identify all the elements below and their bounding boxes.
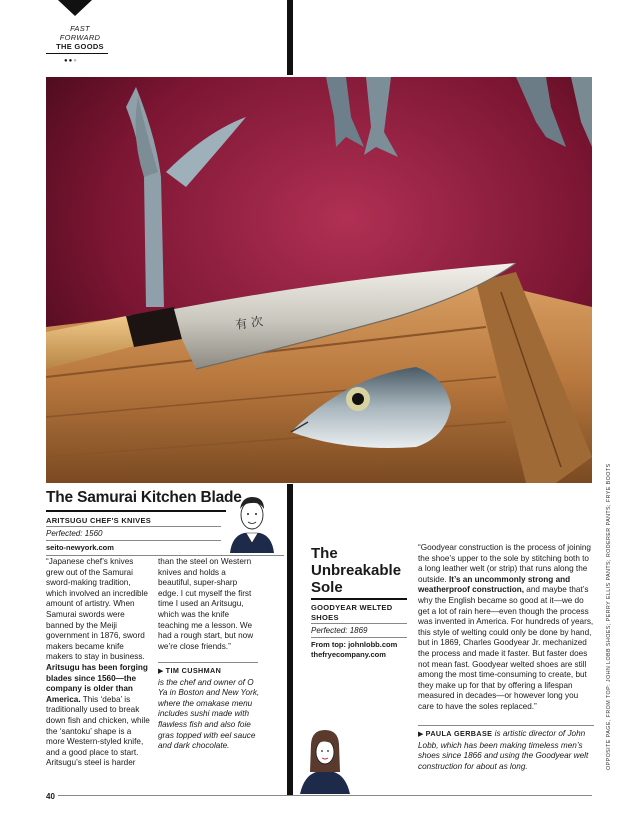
perfected-label: Perfected: bbox=[46, 529, 83, 538]
spine-bar-top bbox=[287, 0, 293, 75]
shoe-perfected-year: 1869 bbox=[349, 626, 368, 635]
shoe-perfected-label: Perfected: bbox=[311, 626, 348, 635]
knife-col2-text: than the steel on Western knives and holds a beautiful, super-sharp edge. I cut myself the first time I used an Aritsugu, which was the knife teaching me a lesson. We had a rough start, but now we’re close friends.” bbox=[158, 557, 254, 651]
shoe-title-line2: Unbreakable bbox=[311, 562, 402, 579]
shoe-body-outro: and maybe that’s why the English became so good at it—we do get a lot of rain here—even though the process was invented in America. For hundreds of years, this style of welting could only be done by hand, but in 1869, Charles Goodyear Jr. mechanized the process and made it faster. But faster does not mean fast. Goodyear welted shoes are still among the most time-consuming to create, but they make up for that by offering a lifespan measured in decades—or however long you care to have the soles replaced.” bbox=[418, 585, 594, 711]
hero-photo bbox=[46, 77, 592, 483]
shoe-title-line1: The bbox=[311, 545, 338, 562]
shoe-article-title bbox=[311, 545, 401, 596]
shoe-byline bbox=[418, 729, 594, 772]
shoe-kicker-line2: SHOES bbox=[311, 612, 339, 622]
perfected-year: 1560 bbox=[84, 529, 103, 538]
shoe-byline-rule bbox=[418, 725, 594, 726]
shoe-body-highlight: It’s an uncommonly strong and weatherproof construction, bbox=[418, 574, 571, 595]
knife-col1-highlight: Aritsugu has been forging blades since 1560—the company is older than America. bbox=[46, 662, 148, 704]
knife-url-link[interactable]: seito-newyork.com bbox=[46, 543, 114, 552]
shoe-url-johnlobb[interactable]: From top: johnlobb.com bbox=[311, 640, 398, 649]
knife-byline bbox=[158, 666, 260, 752]
shoe-kicker bbox=[311, 603, 392, 622]
shoe-byline-arrow-icon: ▶ bbox=[418, 731, 424, 738]
knife-byline-name: TIM CUSHMAN bbox=[165, 666, 222, 675]
knife-kicker-rule bbox=[46, 526, 221, 527]
knife-column-1 bbox=[46, 557, 150, 769]
shoe-title-rule bbox=[311, 598, 407, 600]
knife-byline-rule bbox=[158, 662, 258, 663]
tim-cushman-portrait bbox=[224, 491, 280, 553]
knife-title-rule bbox=[46, 510, 226, 512]
knife-col1-intro: “Japanese chef’s knives grew out of the Samurai sword-making tradition, which involved an incredible amount of artistry. When Samurai swords were banned by the Meiji government in 1876, sword makers became knife makers to stay in business. bbox=[46, 557, 148, 662]
shoe-url-frye[interactable]: thefryecompany.com bbox=[311, 650, 386, 659]
paula-gerbase-portrait bbox=[296, 726, 354, 794]
knife-url-rule bbox=[46, 555, 284, 556]
shoe-title-line3: Sole bbox=[311, 579, 343, 596]
footer-rule bbox=[58, 795, 592, 796]
knife-perfected bbox=[46, 529, 103, 538]
knife-kicker: ARITSUGU CHEF'S KNIVES bbox=[46, 516, 152, 525]
photo-credits: OPPOSITE PAGE, FROM TOP: JOHN LOBB SHOES; PERRY ELLIS PANTS; RODERER PANTS; FRYE BOOTS bbox=[606, 463, 612, 770]
knife-byline-text: is the chef and owner of O Ya in Boston and New York, where the omakase menu includes sushi made with flawless fish and also foie gras topped with eel sauce and dark chocolate. bbox=[158, 677, 260, 751]
spine-bar-bottom bbox=[287, 484, 293, 796]
knife-col1-outro: This ‘deba’ is traditionally used to break down fish and chicken, while the ‘santoku’ shape is a more Western-styled knife, and a good place to start. Aritsugu’s steel is harder bbox=[46, 694, 150, 768]
knife-column-2 bbox=[158, 557, 258, 652]
byline-arrow-icon: ▶ bbox=[158, 668, 164, 675]
shoe-perfected-rule bbox=[311, 637, 407, 638]
shoe-byline-name: PAULA GERBASE bbox=[425, 729, 493, 738]
shoe-perfected bbox=[311, 626, 368, 635]
page-dots: ●●● bbox=[64, 58, 78, 64]
shoe-kicker-rule bbox=[311, 623, 407, 624]
section-label bbox=[50, 24, 110, 51]
shoe-urls bbox=[311, 640, 397, 660]
section-line2: FORWARD bbox=[59, 33, 101, 42]
page-number: 40 bbox=[46, 792, 55, 801]
section-marker-triangle bbox=[58, 0, 92, 16]
shoe-body bbox=[418, 543, 594, 713]
shoe-body-intro: “Goodyear construction is the process of joining the shoe’s upper to the sole by stitching both to a long leather welt (or strip) that runs along the outside. bbox=[418, 543, 591, 584]
section-divider bbox=[46, 53, 108, 54]
knife-perfected-rule bbox=[46, 540, 221, 541]
section-line3: THE GOODS bbox=[56, 42, 104, 51]
svg-text:有 次: 有 次 bbox=[234, 314, 264, 332]
knife-article-title: The Samurai Kitchen Blade bbox=[46, 489, 242, 506]
shoe-byline-text: is artistic director of John Lobb, which has been making timeless men’s shoes since 1866 and using the Goodyear welt construction for about as long. bbox=[418, 729, 589, 771]
section-line1: FAST bbox=[70, 24, 90, 33]
shoe-kicker-line1: GOODYEAR WELTED bbox=[311, 603, 393, 612]
